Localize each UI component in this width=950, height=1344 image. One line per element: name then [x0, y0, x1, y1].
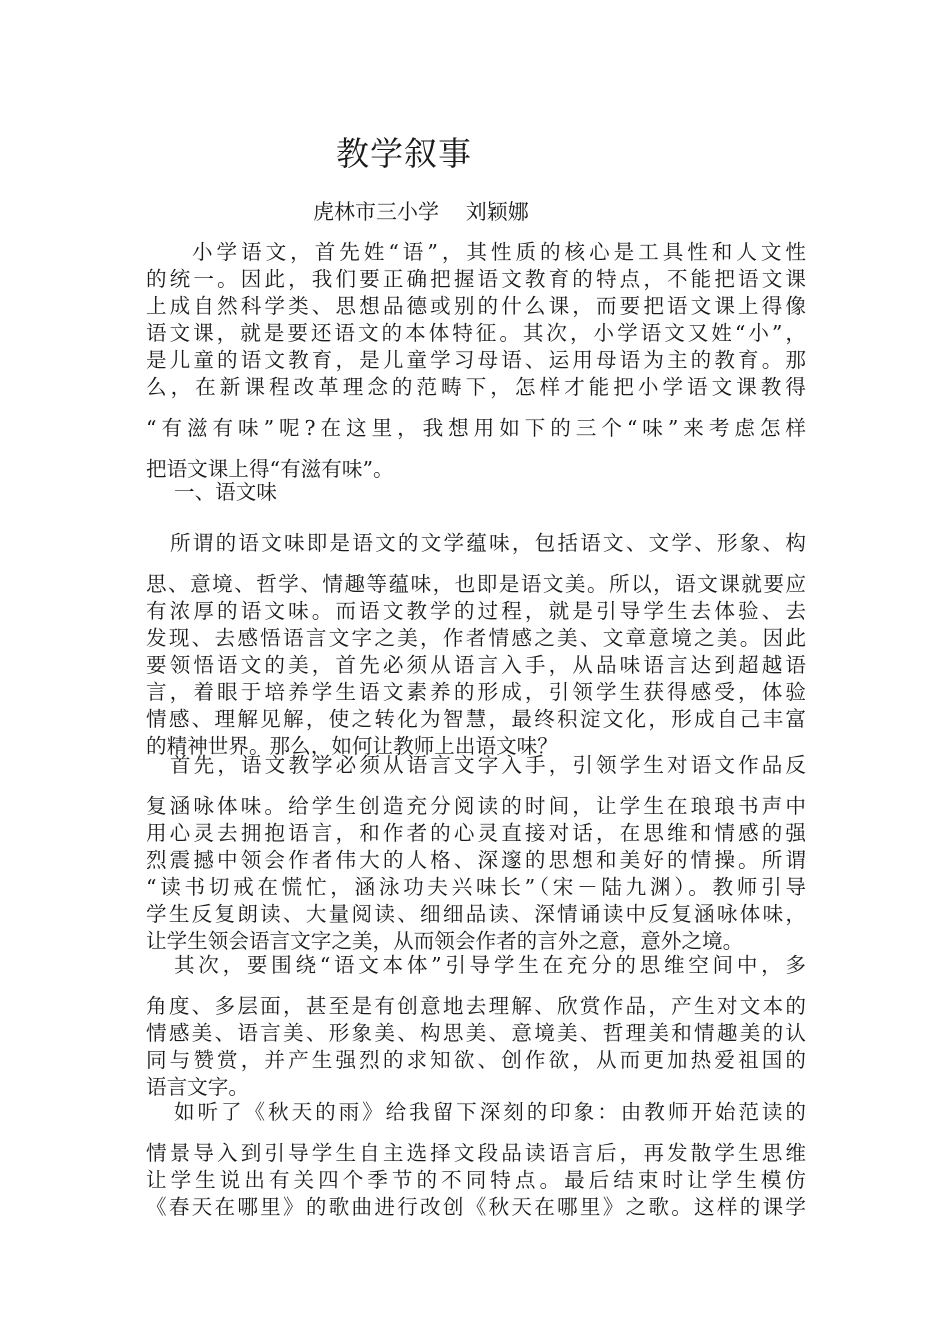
- text-line: 有浓厚的语文味。而语文教学的过程，就是引导学生去体验、去: [146, 599, 806, 623]
- text-line: 情感、理解见解，使之转化为智慧，最终积淀文化，形成自己丰富: [146, 707, 806, 731]
- text-line: 所谓的语文味即是语文的文学蕴味，包括语文、文学、形象、构: [170, 531, 806, 555]
- text-line: 复涵咏体味。给学生创造充分阅读的时间，让学生在琅琅书声中: [146, 794, 806, 818]
- text-line: 上成自然科学类、思想品德或别的什么课，而要把语文课上得像: [146, 294, 806, 318]
- text-line: 角度、多层面，甚至是有创意地去理解、欣赏作品，产生对文本的: [146, 994, 806, 1018]
- text-line: 小学语文，首先姓“语”，其性质的核心是工具性和人文性: [192, 240, 806, 264]
- section-heading: [146, 479, 806, 506]
- text-line: 首先，语文教学必须从语言文字入手，引领学生对语文作品反: [170, 753, 806, 777]
- text-line: 发现、去感悟语言文字之美，作者情感之美、文章意境之美。因此: [146, 626, 806, 650]
- text-line: “读书切戒在慌忙，涵泳功夫兴味长”（宋－陆九渊）。教师引导: [146, 875, 806, 899]
- text-line: 如听了《秋天的雨》给我留下深刻的印象：由教师开始范读的: [174, 1100, 806, 1124]
- text-line: 用心灵去拥抱语言，和作者的心灵直接对话，在思维和情感的强: [146, 821, 806, 845]
- paragraph-intro: [146, 239, 806, 483]
- paragraph-example: [146, 1099, 806, 1221]
- text-line: 语文课，就是要还语文的本体特征。其次，小学语文又姓“小”，: [146, 321, 806, 345]
- text-line: 情景导入到引导学生自主选择文段品读语言后，再发散学生思维: [146, 1141, 806, 1165]
- text-line: 其次，要围绕“语文本体”引导学生在充分的思维空间中，多: [174, 953, 806, 977]
- text-line: “有滋有味”呢?在这里，我想用如下的三个“味”来考虑怎样: [146, 416, 806, 440]
- text-line: 同与赞赏，并产生强烈的求知欲、创作欲，从而更加热爱祖国的: [146, 1048, 806, 1072]
- text-line: 的精神世界。那么，如何让教师上出语文味？: [146, 734, 558, 758]
- text-line: 把语文课上得“有滋有味”。: [146, 457, 394, 481]
- text-line: 么，在新课程改革理念的范畴下，怎样才能把小学语文课教得: [146, 375, 806, 399]
- text-line: 要领悟语文的美，首先必须从语言入手，从品味语言达到超越语: [146, 653, 806, 677]
- paragraph-second: [146, 952, 806, 1101]
- text-line: 学生反复朗读、大量阅读、细细品读、深情诵读中反复涵咏体味，: [146, 902, 806, 926]
- text-line: 让学生说出有关四个季节的不同特点。最后结束时让学生模仿: [146, 1168, 806, 1192]
- text-line: 情感美、语言美、形象美、构思美、意境美、哲理美和情趣美的认: [146, 1021, 806, 1045]
- text-line: 语言文字。: [146, 1075, 249, 1099]
- text-line: 是儿童的语文教育，是儿童学习母语、运用母语为主的教育。那: [146, 348, 806, 372]
- author-byline: 虎林市三小学 刘颖娜: [313, 200, 529, 224]
- heading-text: 一、语文味: [174, 480, 277, 504]
- text-line: 让学生领会语言文字之美，从而领会作者的言外之意，意外之境。: [146, 929, 744, 953]
- document-title: 教学叙事: [336, 134, 472, 173]
- text-line: 的统一。因此，我们要正确把握语文教育的特点，不能把语文课: [146, 267, 806, 291]
- text-line: 《春天在哪里》的歌曲进行改创《秋天在哪里》之歌。这样的课学: [146, 1195, 806, 1219]
- paragraph-first: [146, 752, 806, 955]
- text-line: 思、意境、哲学、情趣等蕴味，也即是语文美。所以，语文课就要应: [146, 572, 806, 596]
- paragraph-chinese-flavor: [146, 530, 806, 760]
- text-line: 言，着眼于培养学生语文素养的形成，引领学生获得感受，体验: [146, 680, 806, 704]
- text-line: 烈震撼中领会作者伟大的人格、深邃的思想和美好的情操。所谓: [146, 848, 806, 872]
